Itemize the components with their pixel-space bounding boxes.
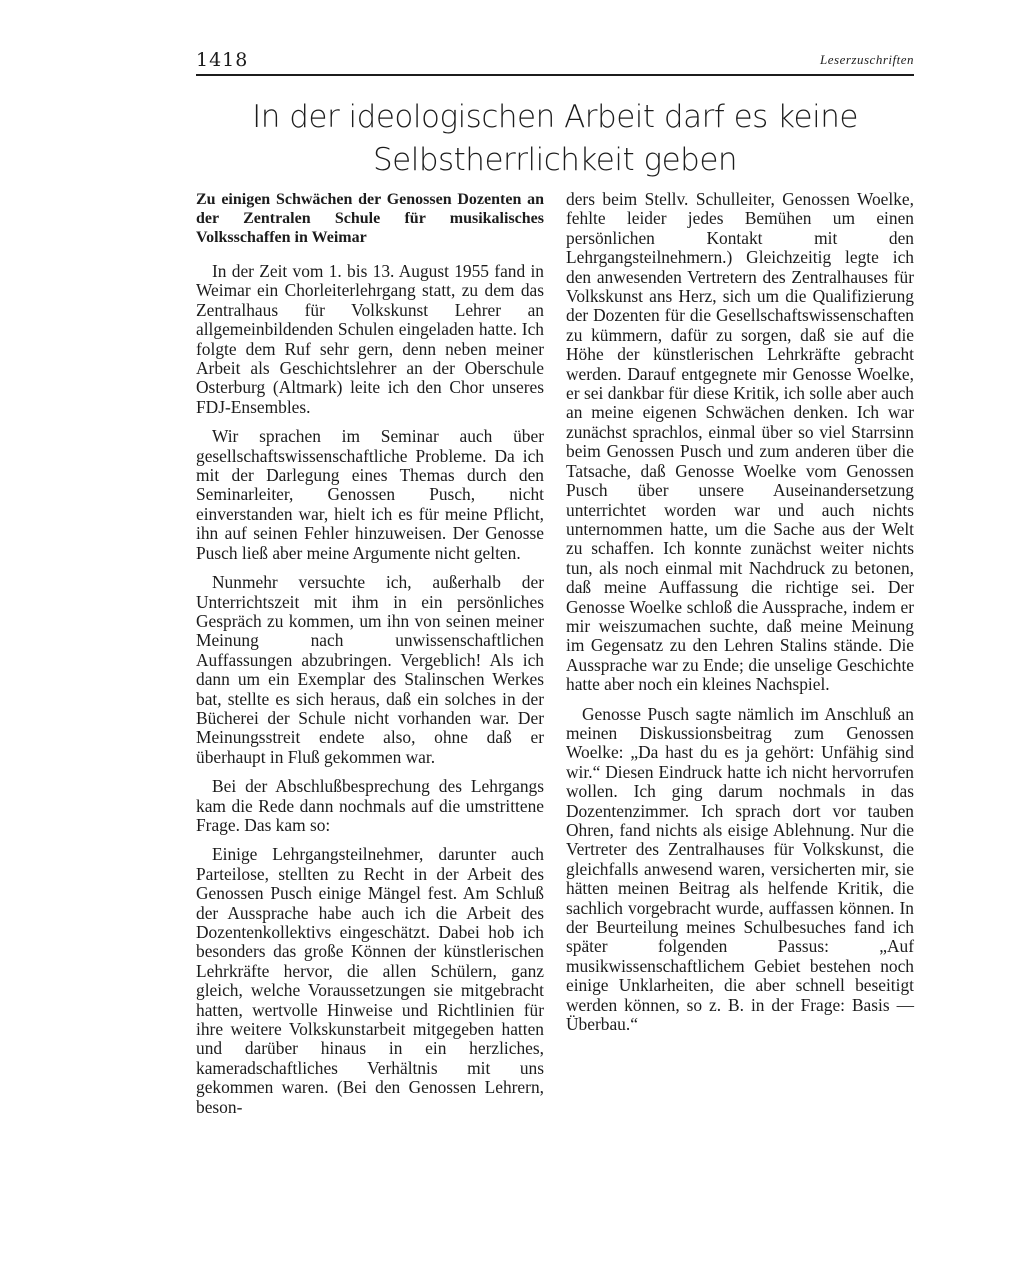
paragraph: Nunmehr versuchte ich, außerhalb der Unterrichtszeit mit ihm in ein persönliches Gespräch zu kommen, um ihn von seinen meiner Meinung nach unwissenschaftlichen Auffassungen abzubringen. Vergeblich! Als ich dann um ein Exemplar des Stalinschen Werkes bat, stellte es sich heraus, daß ein solches in der Bücherei der Schule nicht vorhanden war. Der Meinungsstreit endete also, ohne daß er überhaupt in Fluß gekommen war. [196, 572, 544, 767]
paragraph: In der Zeit vom 1. bis 13. August 1955 fand in Weimar ein Chorleiterlehrgang statt, zu dem das Zentralhaus für Volkskunst Lehrer an allgemeinbildenden Schulen eingeladen hatte. Ich folgte dem Ruf sehr gern, denn neben meiner Arbeit als Geschichtslehrer an der Oberschule Osterburg (Altmark) leite ich den Chor unseres FDJ-Ensembles. [196, 261, 544, 417]
left-column [196, 190, 544, 1127]
paragraph-continued: ders beim Stellv. Schulleiter, Genossen Woelke, fehlte leider jedes Bemühen um einen persönlichen Kontakt mit den Lehrgangsteilnehmern.) Gleichzeitig legte ich den anwesenden Vertretern des Zentralhauses für Volkskunst ans Herz, sich um die Qualifizierung der Dozenten für die Gesellschaftswissenschaften zu kümmern, dafür zu sorgen, daß sie auf die Höhe der künstlerischen Lehrkräfte gebracht werden. Darauf entgegnete mir Genosse Woelke, er sei dankbar für diese Kritik, ich solle aber auch an meine eigenen Schwächen denken. Ich war zunächst sprachlos, einmal über so viel Starrsinn beim Genossen Pusch und zum anderen über die Tatsache, daß Genosse Woelke vom Genossen Pusch über unsere Auseinandersetzung unterrichtet worden war und auch nichts unternommen hatte, um die Sache aus der Welt zu schaffen. Ich konnte zunächst weiter nichts tun, als noch einmal mit Nachdruck zu betonen, daß meine Auffassung die richtige sei. Der Genosse Woelke schloß die Aussprache, indem er mir weiszumachen suchte, daß meine Meinung im Gegensatz zu den Lehren Stalins stände. Die Aussprache war zu Ende; die unselige Geschichte hatte aber noch ein kleines Nachspiel. [566, 189, 914, 695]
article-headline [196, 96, 914, 182]
paragraph: Bei der Abschlußbesprechung des Lehrgangs kam die Rede dann nochmals auf die umstrittene Frage. Das kam so: [196, 776, 544, 835]
headline-line-1: In der ideologischen Arbeit darf es keine [252, 99, 858, 135]
section-label: Leserzuschriften [820, 52, 914, 67]
right-column [566, 190, 914, 1044]
page-number: 1418 [196, 49, 249, 71]
paragraph: Genosse Pusch sagte nämlich im Anschluß an meinen Diskussionsbeitrag zum Genossen Woelke: „Da hast du es ja gehört: Unfähig sind wir.“ Diesen Eindruck hatte ich nicht hervorrufen wollen. Ich ging darum nochmals in das Dozentenzimmer. Ich sprach dort vor tauben Ohren, fand nichts als eisige Ablehnung. Nur die Vertreter des Zentralhauses für Volkskunst, die gleichfalls anwesend waren, versicherten mir, sie hätten meinen Beitrag als helfende Kritik, die sachlich vorgebracht wurde, auffassen können. In der Beurteilung meines Schulbesuches fand ich später folgenden Passus: „Auf musikwissenschaftlichem Gebiet bestehen noch einige Unklarheiten, die aber schnell beseitigt werden können, so z. B. in der Frage: Basis — Überbau.“ [566, 703, 914, 1035]
article-subtitle: Zu einigen Schwächen der Genossen Dozenten an der Zentralen Schule für musikalisches Volksschaffen in Weimar [196, 191, 544, 246]
header-rule [196, 74, 914, 76]
paragraph: Wir sprachen im Seminar auch über gesellschaftswissenschaftliche Probleme. Da ich mit der Darlegung eines Themas durch den Seminarleiter, Genossen Pusch, nicht einverstanden war, hielt ich es für meine Pflicht, ihn auf seinen Fehler hinzuweisen. Der Genosse Pusch ließ aber meine Argumente nicht gelten. [196, 426, 544, 563]
paragraph: Einige Lehrgangsteilnehmer, darunter auch Parteilose, stellten zu Recht in der Arbeit des Genossen Pusch einige Mängel fest. Am Schluß der Aussprache habe auch ich die Arbeit des Dozentenkollektivs eingeschätzt. Dabei hob ich besonders das große Können der künstlerischen Lehrkräfte hervor, die allen Schülern, ganz gleich, welche Voraussetzungen sie mitgebracht hatten, wertvolle Hinweise und Richtlinien für ihre weitere Volkskunstarbeit mitgegeben hatten und darüber hinaus in ein herzliches, kameradschaftliches Verhältnis mit uns gekommen waren. (Bei den Genossen Lehrern, beson- [196, 844, 544, 1117]
headline-line-2: Selbstherrlichkeit geben [372, 142, 738, 178]
